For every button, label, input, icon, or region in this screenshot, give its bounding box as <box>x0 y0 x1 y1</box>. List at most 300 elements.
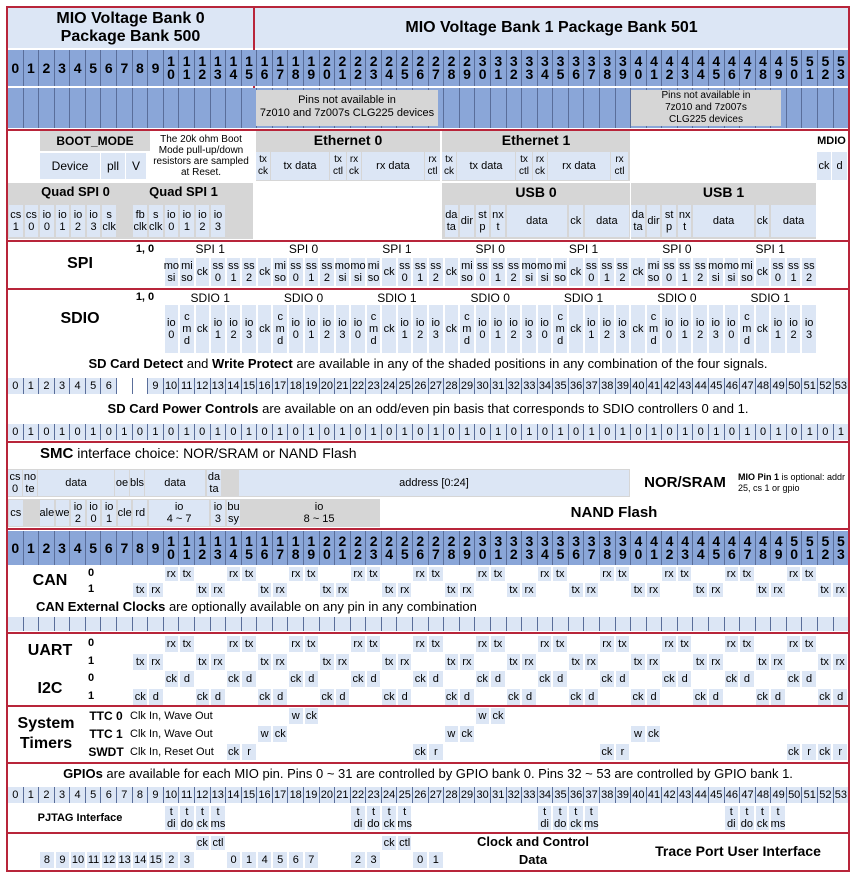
pin-header-cell <box>491 50 507 86</box>
eth0-rxck: rx ck <box>347 152 361 180</box>
pin-number: 53 <box>834 378 849 394</box>
sd-detect-bold1: SD Card Detect <box>88 356 184 371</box>
pin-number: 0 <box>444 424 460 440</box>
pin-number: 50 <box>787 787 803 803</box>
pin-number: 1 <box>211 424 227 440</box>
spi-cell: ss 1 <box>679 260 691 284</box>
nor-bls: bls <box>130 470 144 496</box>
spi-cell: ss 1 <box>228 260 240 284</box>
band-cell <box>117 88 133 128</box>
can-clk-cell <box>553 617 569 631</box>
separator <box>8 705 848 707</box>
eth0-txdata: tx data <box>271 152 329 180</box>
can-clk-cell <box>678 617 694 631</box>
can-clk-text: are optionally available on any pin in any combination <box>165 599 477 614</box>
pin-digit-top: 1 <box>291 53 300 69</box>
can-tx-rx: rx <box>771 583 785 597</box>
pin-number: 31 <box>491 787 507 803</box>
pin-number: 19 <box>304 787 320 803</box>
pin-number: 47 <box>740 787 756 803</box>
pin-digit-bottom: 4 <box>385 66 394 82</box>
pin-digit-bottom: 8 <box>291 546 300 562</box>
swdt-desc: Clk In, Reset Out <box>130 746 214 758</box>
eth0-rxdata: rx data <box>362 152 424 180</box>
can-tx-rx: tx <box>507 583 521 597</box>
pin-header-cell <box>600 50 616 86</box>
spi-cell: ss 0 <box>212 260 224 284</box>
i2c1-ck-d: ck <box>756 691 768 703</box>
ttc1-ck: ck <box>461 728 473 740</box>
pin-number: 1 <box>55 424 71 440</box>
can-clk-cell <box>725 617 741 631</box>
sdio-cell: io 1 <box>678 305 692 353</box>
pin-number: 40 <box>631 787 647 803</box>
trace-num: 15 <box>149 854 162 866</box>
band-cell <box>226 88 242 128</box>
pin-digit-top: 3 <box>556 533 565 549</box>
trace-data: Data <box>518 852 548 867</box>
pin-number: 12 <box>195 378 211 394</box>
pin-header-cell <box>569 50 585 86</box>
pin-digit-top: 1 <box>260 533 269 549</box>
eth1-txctl: tx ctl <box>516 152 532 180</box>
pin-digit-top: 2 <box>447 533 456 549</box>
usb-cell: data <box>771 205 816 237</box>
nand-title: NAND Flash <box>570 504 658 521</box>
can-clk-cell <box>475 617 491 631</box>
pin-digit-top: 0 <box>11 539 20 556</box>
pin-digit-bottom: 8 <box>759 546 767 562</box>
pin-digit-top: 3 <box>478 53 487 69</box>
band-cell <box>55 88 71 128</box>
i2c0-ck-d: d <box>802 671 816 687</box>
pin-number: 42 <box>662 787 678 803</box>
qspi1-title: Quad SPI 1 <box>149 184 218 199</box>
pin-header-cell <box>834 50 849 86</box>
pin-header-cell <box>195 50 211 86</box>
pin-number: 0 <box>756 424 772 440</box>
nor-title: NOR/SRAM <box>644 474 726 491</box>
pin-header-cell <box>678 531 694 565</box>
pin-number: 0 <box>413 424 429 440</box>
pin-header-cell <box>444 50 460 86</box>
pin-digit-top: 2 <box>432 53 440 69</box>
pin-digit-top: 4 <box>743 53 752 69</box>
pin-number: 14 <box>226 378 242 394</box>
pin-header-cell <box>647 50 663 86</box>
trace-ck: ck <box>383 837 395 849</box>
band-cell <box>39 88 55 128</box>
uart1-tx-rx: rx <box>522 654 536 670</box>
band-cell <box>787 88 803 128</box>
separator <box>8 632 848 634</box>
eth1-rxctl: rx ctl <box>611 152 628 180</box>
pin-digit-top: 4 <box>774 533 783 549</box>
nor-pin1-text: is optional: addr 25, cs 1 or gpio <box>738 472 846 493</box>
pin-digit-top: 1 <box>198 53 207 69</box>
usb1-title: USB 1 <box>702 184 745 200</box>
pin-header-cell <box>756 50 772 86</box>
can-clk-cell <box>304 617 320 631</box>
pin-digit-top: 3 <box>541 533 549 549</box>
pin-header-cell <box>553 50 569 86</box>
pin-digit-top: 4 <box>73 539 82 556</box>
spi-cell: ss 2 <box>243 260 255 284</box>
can-clk-cell <box>55 617 71 631</box>
pin-header-cell <box>460 531 476 565</box>
sdio-cell: c m d <box>553 305 567 353</box>
pin-number: 22 <box>351 787 367 803</box>
pjtag-cell: t do <box>554 806 567 830</box>
sdio-cell: ck <box>631 305 645 353</box>
swdt-ck: ck <box>414 746 426 758</box>
i2c0-ck-d: ck <box>725 673 737 685</box>
uart1-tx-rx: rx <box>398 654 412 670</box>
sdio-block-label: SDIO 1 <box>377 291 417 305</box>
pin-number: 32 <box>507 787 523 803</box>
pin-number: 9 <box>148 787 164 803</box>
pin-number: 47 <box>740 378 756 394</box>
pin-digit-bottom: 1 <box>338 546 347 562</box>
pin-number: 51 <box>802 787 818 803</box>
usb-cell: da ta <box>631 205 645 237</box>
can-clk-cell <box>70 617 86 631</box>
pin-number: 48 <box>756 787 772 803</box>
pin-number: 38 <box>600 787 616 803</box>
pin-header-cell <box>351 50 367 86</box>
bank1-title: MIO Voltage Bank 1 Package Bank 501 <box>405 19 698 36</box>
pin-digit-bottom: 3 <box>837 546 845 562</box>
can-rx-tx: tx <box>180 567 194 581</box>
pin-number: 1 <box>148 424 164 440</box>
pin-digit-bottom: 5 <box>556 546 565 562</box>
band-cell <box>444 88 460 128</box>
can-clk-cell <box>117 617 133 631</box>
usb-cell: st p <box>662 205 676 237</box>
pin-header-cell <box>616 531 632 565</box>
trace-num: 2 <box>165 852 179 868</box>
can-tx-rx: tx <box>196 583 210 597</box>
can-clk-cell <box>771 617 787 631</box>
eth1-rxdata: rx data <box>548 152 610 180</box>
pin-digit-bottom: 8 <box>603 546 612 562</box>
sd-detect-bold2: Write Protect <box>212 356 293 371</box>
smc-text: interface choice: NOR/SRAM or NAND Flash <box>73 445 357 461</box>
uart1-tx-rx: rx <box>771 654 785 670</box>
pin-header-cell <box>787 50 803 86</box>
pin-header-cell <box>616 50 632 86</box>
i2c1-ck-d: d <box>211 689 225 705</box>
pin-number: 0 <box>8 424 24 440</box>
can-clk-note <box>36 599 477 614</box>
pin-header-cell <box>818 531 834 565</box>
pin-number: 45 <box>709 787 725 803</box>
uart0-rx-tx: tx <box>553 636 567 652</box>
pin-number: 0 <box>693 424 709 440</box>
i2c0-ck-d: ck <box>539 673 551 685</box>
spi-cell: ck <box>258 258 272 286</box>
pin-number: 32 <box>507 378 523 394</box>
spi-cell: ck <box>196 258 210 286</box>
sdio-cell: io 3 <box>522 305 536 353</box>
nor-note: no te <box>23 471 37 495</box>
uart0-rx-tx: tx <box>616 636 630 652</box>
swdt-r: r <box>616 744 630 760</box>
pin-digit-top: 5 <box>790 533 799 549</box>
pin-header-cell <box>631 531 647 565</box>
uart0-rx-tx: tx <box>180 636 194 652</box>
pin-digit-top: 4 <box>759 533 767 549</box>
pin-number: 44 <box>693 787 709 803</box>
can-clk-cell <box>600 617 616 631</box>
can-rx-tx: tx <box>616 567 630 581</box>
pin-digit-bottom: 3 <box>213 546 222 562</box>
can-tx-rx: rx <box>833 583 847 597</box>
trace-num: 0 <box>413 852 427 868</box>
pin-digit-top: 1 <box>307 533 316 549</box>
pin-digit-bottom: 2 <box>665 66 674 82</box>
sdio-block-label: SDIO 0 <box>283 291 324 305</box>
band-cell <box>600 88 616 128</box>
pin-header-cell <box>86 50 102 86</box>
can-clk-cell <box>444 617 460 631</box>
can-clk-cell <box>39 617 55 631</box>
nor-data: data <box>38 470 114 496</box>
uart-r1: 1 <box>87 655 95 667</box>
uart-title: UART <box>27 642 73 659</box>
can-tx-rx: rx <box>585 583 599 597</box>
pin-digit-top: 1 <box>276 53 285 69</box>
ttc0-label: TTC 0 <box>89 709 123 723</box>
sdio-cell: io 1 <box>771 305 785 353</box>
pin-digit-top: 6 <box>104 539 113 556</box>
pin-digit-bottom: 5 <box>712 66 721 82</box>
pin-number: 15 <box>242 378 258 394</box>
usb-cell: data <box>693 205 753 237</box>
pin-number: 0 <box>226 424 242 440</box>
trace-num: 0 <box>227 852 241 868</box>
pin-number: 42 <box>662 378 678 394</box>
can-clk-cell <box>787 617 803 631</box>
trace-num: 12 <box>102 854 116 866</box>
pin-number: 15 <box>242 787 258 803</box>
pin-digit-top: 5 <box>89 59 98 76</box>
pin-number: 24 <box>382 378 398 394</box>
pin-header-cell <box>148 531 164 565</box>
spi-cell: ck <box>569 258 583 286</box>
pin-number: 5 <box>86 787 102 803</box>
pin-header-cell <box>522 531 538 565</box>
uart1-tx-rx: tx <box>320 654 334 670</box>
pin-number: 1 <box>709 424 725 440</box>
can-r0: 0 <box>87 567 95 579</box>
i2c1-ck-d: d <box>522 689 536 705</box>
pin-digit-top: 5 <box>821 53 830 69</box>
sdio-cell: io 0 <box>165 305 179 353</box>
pjtag-cell: t di <box>165 806 179 830</box>
ethernet1-title: Ethernet 1 <box>501 132 571 148</box>
pin-number: 51 <box>802 378 818 394</box>
sdio-cell: io 1 <box>585 305 599 353</box>
sdio-cell: io 0 <box>538 305 552 353</box>
uart0-rx-tx: tx <box>242 636 256 652</box>
swdt-ck: ck <box>601 746 613 758</box>
boot-mode-group <box>8 131 253 181</box>
pin-number: 25 <box>397 787 413 803</box>
pin-digit-top: 5 <box>790 53 799 69</box>
pin-digit-top: 2 <box>385 53 394 69</box>
pin-header-cell <box>148 50 164 86</box>
pin-number: 24 <box>382 787 398 803</box>
pin-digit-top: 2 <box>354 53 362 69</box>
pin-digit-bottom: 9 <box>463 546 471 562</box>
separator <box>8 528 848 530</box>
uart1-tx-rx: tx <box>196 654 210 670</box>
mdio-d: d <box>832 152 847 180</box>
pin-number: 50 <box>787 378 803 394</box>
band-cell <box>148 88 164 128</box>
pin-number: 0 <box>164 424 180 440</box>
can-rx-tx: tx <box>553 567 567 581</box>
pin-header-cell <box>662 531 678 565</box>
can-clk-cell <box>351 617 367 631</box>
nor-cs0: cs 0 <box>9 471 21 495</box>
sdio-cell: io 3 <box>336 305 350 353</box>
sdio-cell: ck <box>196 305 210 353</box>
can-clk-cell <box>460 617 476 631</box>
pin-number: 1 <box>24 378 40 394</box>
nand-cell: rd <box>133 500 147 526</box>
pin-header-cell <box>460 50 476 86</box>
pin-digit-bottom: 9 <box>618 546 627 562</box>
can-clk-cell <box>756 617 772 631</box>
spi-cell: ss 0 <box>399 260 411 284</box>
pin-number: 0 <box>475 424 491 440</box>
pin-digit-bottom: 3 <box>525 546 534 562</box>
pin-header-cell <box>444 531 460 565</box>
ethernet0-title: Ethernet 0 <box>313 132 383 148</box>
pin-digit-bottom: 1 <box>182 66 191 82</box>
pin-digit-bottom: 2 <box>198 546 207 562</box>
sdio-cell: io 3 <box>242 305 256 353</box>
i2c0-ck-d: d <box>678 671 692 687</box>
i2c1-ck-d: d <box>273 689 287 705</box>
pin-header-cell <box>756 531 772 565</box>
pin-digit-top: 2 <box>432 533 440 549</box>
pin-number: 0 <box>631 424 647 440</box>
pin-header-cell <box>662 50 678 86</box>
sdio-cell: c m d <box>647 305 661 353</box>
can-tx-rx: tx <box>382 583 396 597</box>
can-rx-tx: tx <box>678 567 692 581</box>
uart0-rx-tx: tx <box>740 636 754 652</box>
pin-number: 0 <box>725 424 741 440</box>
sdio-title: SDIO <box>60 310 100 327</box>
trace-num: 13 <box>118 854 131 866</box>
spi-cell: mi so <box>367 260 380 284</box>
uart0-rx-tx: rx <box>227 636 241 652</box>
pin-digit-top: 1 <box>167 533 175 549</box>
pin-digit-bottom: 3 <box>681 66 690 82</box>
can-clk-cell <box>522 617 538 631</box>
spi-cell: mo si <box>723 260 739 284</box>
sdio-cell: c m d <box>740 305 754 353</box>
can-tx-rx: tx <box>756 583 770 597</box>
pin-digit-bottom: 7 <box>743 66 752 82</box>
pin-number: 0 <box>600 424 616 440</box>
pin-digit-top: 1 <box>229 53 238 69</box>
pin-digit-bottom: 7 <box>432 66 440 82</box>
pin-header-cell <box>179 531 195 565</box>
ttc1-w: w <box>445 726 459 742</box>
pin-digit-bottom: 5 <box>245 66 253 82</box>
pin-header-cell <box>195 531 211 565</box>
pin-number: 1 <box>24 424 40 440</box>
can-tx-rx: tx <box>320 583 334 597</box>
pin-digit-top: 4 <box>712 53 721 69</box>
pin-number: 46 <box>725 378 741 394</box>
pin-number: 35 <box>553 378 569 394</box>
sdio-cell: io 3 <box>709 305 723 353</box>
pin-number: 43 <box>678 378 694 394</box>
ttc1-w: w <box>631 726 645 742</box>
nor-pin1-bold: MIO Pin 1 <box>738 472 780 482</box>
pin-header-cell <box>273 531 289 565</box>
pin-digit-top: 3 <box>525 53 534 69</box>
can-tx-rx: rx <box>460 583 474 597</box>
pin-header-cell <box>709 50 725 86</box>
pin-number: 26 <box>413 378 429 394</box>
uart1-tx-rx: tx <box>133 654 147 670</box>
pin-header-cell <box>242 50 258 86</box>
pin-digit-bottom: 3 <box>681 546 690 562</box>
trace-num: 10 <box>71 854 85 866</box>
trace-num: 3 <box>367 852 381 868</box>
pin-digit-bottom: 2 <box>509 546 518 562</box>
pin-digit-bottom: 4 <box>229 546 238 562</box>
can-tx-rx: tx <box>258 583 272 597</box>
i2c0-ck-d: d <box>180 671 194 687</box>
can-clk-band <box>8 617 848 631</box>
pin-digit-bottom: 5 <box>400 546 409 562</box>
pin-number: 30 <box>475 787 491 803</box>
pin-digit-top: 1 <box>276 533 285 549</box>
pin-digit-bottom: 6 <box>727 546 736 562</box>
pin-digit-top: 3 <box>556 53 565 69</box>
i2c1-ck-d: ck <box>819 691 831 703</box>
sd-power-bold: SD Card Power Controls <box>107 401 259 416</box>
pin-number: 2 <box>39 378 55 394</box>
can-rx-tx: rx <box>289 567 303 581</box>
pin-number: 53 <box>834 787 849 803</box>
pin-number: 49 <box>771 378 787 394</box>
band-cell <box>70 88 86 128</box>
sdio-block-label: SDIO 0 <box>470 291 510 305</box>
pin-digit-bottom: 6 <box>572 66 580 82</box>
pin-digit-top: 3 <box>58 539 66 556</box>
band-cell <box>522 88 538 128</box>
can-clk-cell <box>257 617 273 631</box>
pin-number: 18 <box>288 378 304 394</box>
uart0-rx-tx: tx <box>367 636 381 652</box>
pin-digit-bottom: 5 <box>712 546 721 562</box>
pin-header-cell <box>507 50 523 86</box>
i2c1-ck-d: ck <box>445 691 457 703</box>
pin-number: 7 <box>117 787 133 803</box>
pin-digit-bottom: 6 <box>260 66 269 82</box>
pin-number: 46 <box>725 787 741 803</box>
pin-digit-top: 4 <box>712 533 721 549</box>
